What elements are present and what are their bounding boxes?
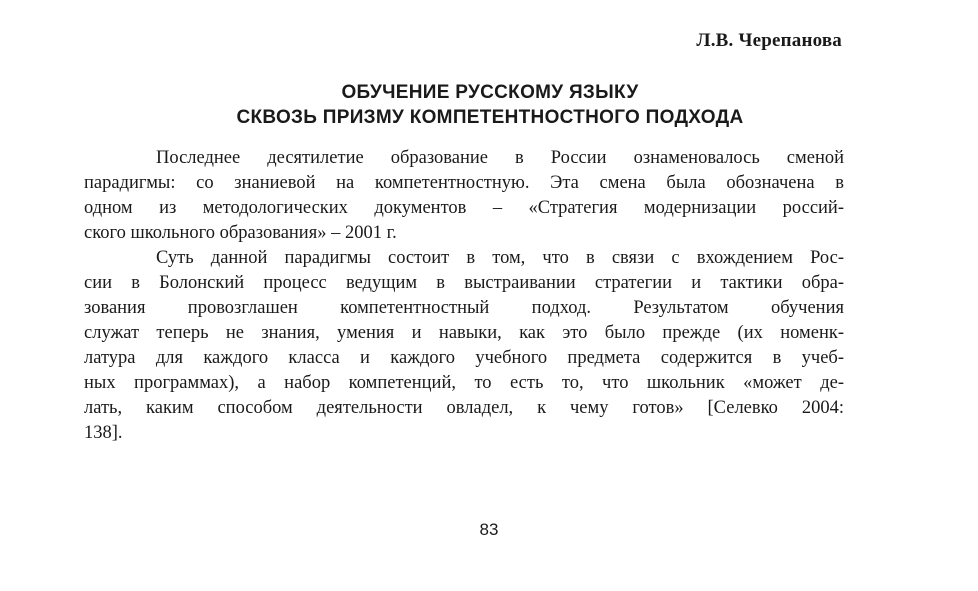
text-line: ского школьного образования» – 2001 г. — [84, 223, 397, 243]
text-line: одном из методологических документов – «Стратегия модернизации россий- — [84, 198, 844, 218]
text-line: зования провозглашен компетентностный подход. Результатом обучения — [84, 298, 844, 318]
text-line: сии в Болонский процесс ведущим в выстраивании стратегии и тактики обра- — [84, 273, 844, 293]
text-line: служат теперь не знания, умения и навыки, как это было прежде (их номенк- — [84, 323, 844, 343]
article-title-line-2: СКВОЗЬ ПРИЗМУ КОМПЕТЕНТНОСТНОГО ПОДХОДА — [236, 107, 744, 128]
text-line: латура для каждого класса и каждого учебного предмета содержится в учеб- — [84, 348, 844, 368]
text-line: Последнее десятилетие образование в России ознаменовалось сменой — [156, 148, 844, 168]
text-line: ных программах), а набор компетенций, то есть то, что школьник «может де- — [84, 373, 844, 393]
paragraph-1 — [84, 146, 844, 246]
text-line: лать, каким способом деятельности овладел, к чему готов» [Селевко 2004: — [84, 398, 844, 418]
text-line: 138]. — [84, 423, 123, 443]
article-title — [140, 80, 840, 130]
running-header-author: Л.В. Черепанова — [696, 30, 842, 51]
article-body — [84, 146, 844, 446]
paragraph-2 — [84, 246, 844, 446]
text-line: парадигмы: со знаниевой на компетентностную. Эта смена была обозначена в — [84, 173, 844, 193]
text-line: Суть данной парадигмы состоит в том, что в связи с вхождением Рос- — [156, 248, 844, 268]
article-title-line-1: ОБУЧЕНИЕ РУССКОМУ ЯЗЫКУ — [341, 82, 639, 103]
page-number: 83 — [479, 520, 499, 539]
